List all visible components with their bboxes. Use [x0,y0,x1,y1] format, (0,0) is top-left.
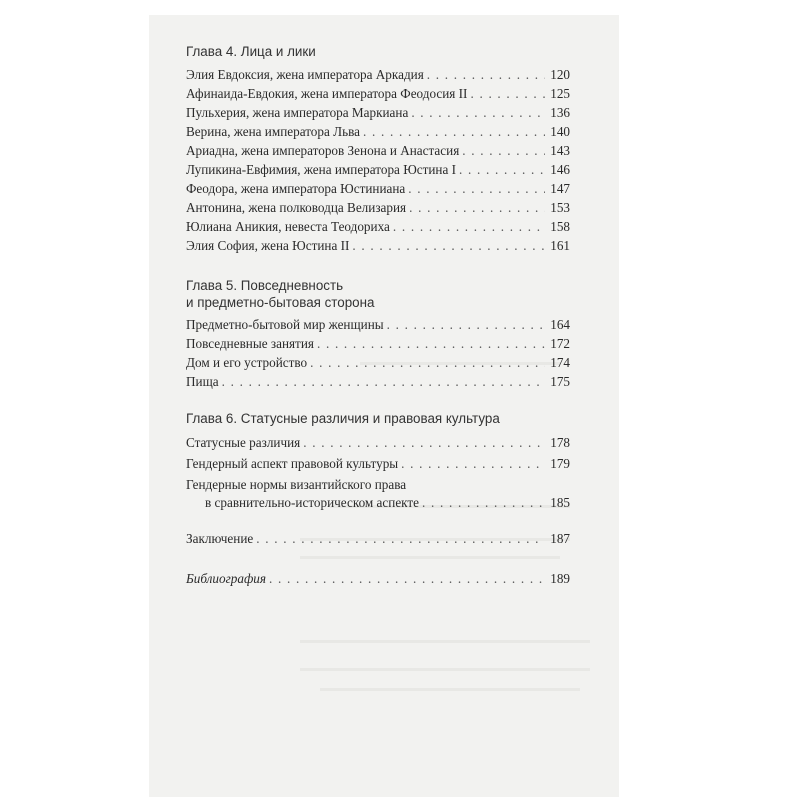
dot-leader [470,85,545,103]
entry-label: Элия Евдоксия, жена императора Аркадия [186,67,424,82]
toc-entry-conclusion [186,530,570,548]
dot-leader [303,434,545,452]
dot-leader [427,66,545,84]
entry-label: Пульхерия, жена императора Маркиана [186,105,409,120]
toc-entry [186,316,570,334]
toc-entry [186,373,570,391]
entry-page: 143 [550,143,570,158]
toc-entry-bibliography [186,570,570,588]
entry-page: 178 [550,435,570,450]
toc-entry [186,104,570,122]
entry-label: Афинаида-Евдокия, жена императора Феодосия II [186,86,468,101]
entry-label: Феодора, жена императора Юстиниана [186,181,406,196]
dot-leader [352,237,545,255]
entry-page: 146 [550,162,570,177]
chapter-6-title: Глава 6. Статусные различия и правовая культура [186,411,500,426]
dot-leader [310,354,545,372]
entry-label: Юлиана Аникия, невеста Теодориха [186,219,390,234]
dot-leader [222,373,545,391]
dot-leader [401,455,545,473]
toc-entry [186,180,570,198]
entry-page: 147 [550,181,570,196]
entry-label-line1: Гендерные нормы византийского права [186,477,407,492]
entry-label: Элия София, жена Юстина II [186,238,350,253]
dot-leader [459,161,545,179]
dot-leader [256,530,545,548]
entry-page: 158 [550,219,570,234]
chapter-5-subtitle: и предметно-бытовая сторона [186,295,375,310]
entry-label: Дом и его устройство [186,355,308,370]
entry-label: Лупикина-Евфимия, жена императора Юстина I [186,162,457,177]
entry-page: 161 [550,238,570,253]
entry-page: 172 [550,336,570,351]
entry-page: 189 [550,571,570,586]
chapter-4-title: Глава 4. Лица и лики [186,44,316,59]
dot-leader [408,180,545,198]
toc-entry [186,66,570,84]
chapter-5-title: Глава 5. Повседневность [186,278,344,293]
dot-leader [411,104,545,122]
entry-page: 185 [550,495,570,510]
entry-label-line2-row [186,494,570,512]
toc-entry [186,199,570,217]
entry-label: Гендерный аспект правовой культуры [186,456,399,471]
entry-page: 174 [550,355,570,370]
entry-label: Заключение [186,531,254,546]
entry-label: Антонина, жена полководца Велизария [186,200,407,215]
entry-page: 140 [550,124,570,139]
entry-page: 175 [550,374,570,389]
dot-leader [317,335,545,353]
entry-page: 125 [550,86,570,101]
entry-label: Предметно-бытовой мир женщины [186,317,384,332]
entry-page: 179 [550,456,570,471]
dot-leader [393,218,545,236]
dot-leader [409,199,545,217]
toc-entry [186,237,570,255]
toc-entry [186,434,570,452]
toc-entry [186,354,570,372]
toc-entry [186,335,570,353]
entry-page: 187 [550,531,570,546]
entry-label: Верина, жена императора Льва [186,124,361,139]
dot-leader [422,494,547,512]
toc-entry-multiline [186,476,570,512]
toc-entry [186,218,570,236]
entry-page: 164 [550,317,570,332]
toc-entry [186,85,570,103]
dot-leader [387,316,545,334]
toc-entry [186,123,570,141]
dot-leader [269,570,545,588]
toc-entry [186,161,570,179]
entry-label-line2: в сравнительно-историческом аспекте [205,495,420,510]
entry-page: 136 [550,105,570,120]
entry-label: Пища [186,374,219,389]
entry-label: Ариадна, жена императоров Зенона и Анастасия [186,143,460,158]
dot-leader [363,123,545,141]
toc-entry [186,142,570,160]
entry-label: Библиография [186,571,267,586]
entry-page: 153 [550,200,570,215]
dot-leader [462,142,545,160]
entry-page: 120 [550,67,570,82]
entry-label: Повседневные занятия [186,336,314,351]
entry-label: Статусные различия [186,435,301,450]
toc-entry [186,455,570,473]
